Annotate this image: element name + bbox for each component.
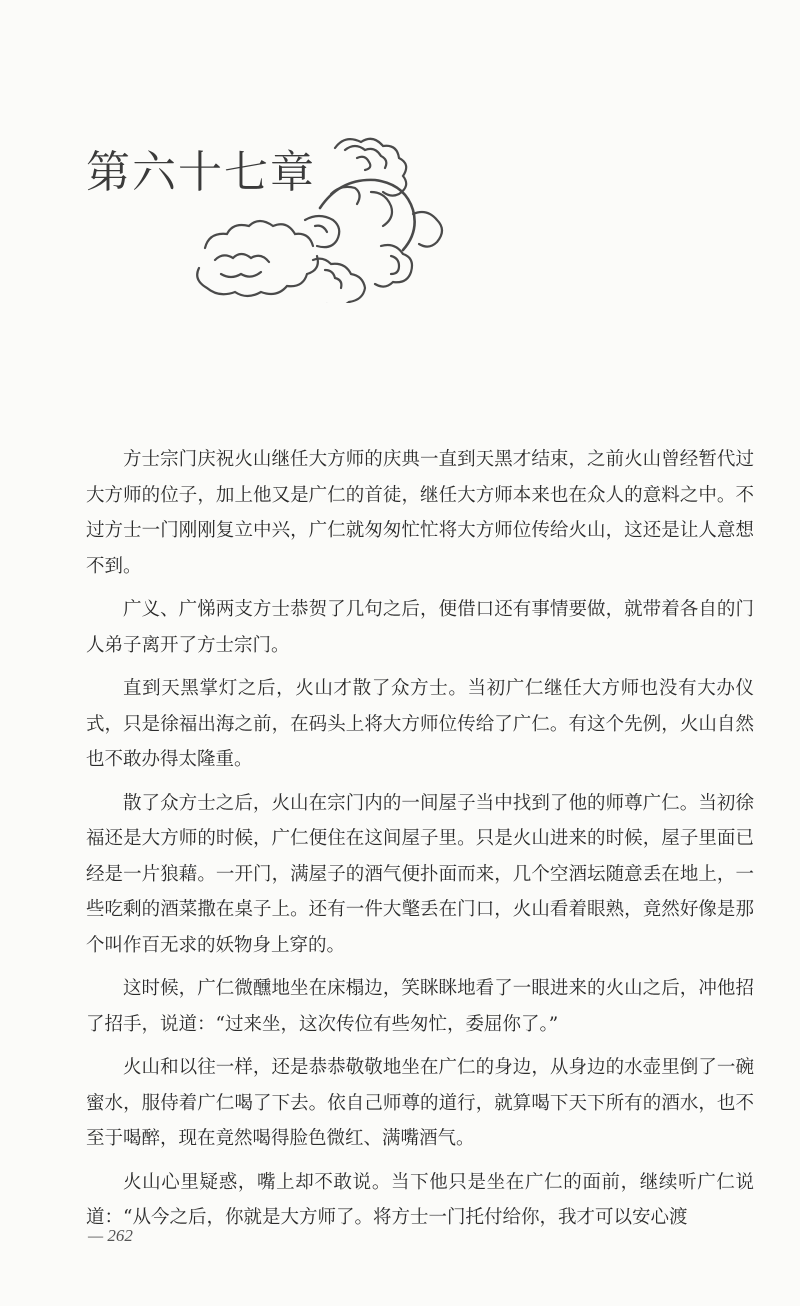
paragraph: 火山和以往一样，还是恭恭敬敬地坐在广仁的身边，从身边的水壶里倒了一碗蜜水，服侍着广仁喝了下去。依自己师尊的道行，就算喝下天下所有的酒水，也不至于喝醉，现在竟然喝得脸色微红、满嘴酒气。 [86,1057,754,1149]
cloud-dragon-ornament-icon [185,128,455,303]
paragraph: 火山心里疑惑，嘴上却不敢说。当下他只是坐在广仁的面前，继续听广仁说道：“从今之后，你就是大方师了。将方士一门托付给你，我才可以安心渡 [86,1171,754,1228]
paragraph: 散了众方士之后，火山在宗门内的一间屋子当中找到了他的师尊广仁。当初徐福还是大方师的时候，广仁便住在这间屋子里。只是火山进来的时候，屋子里面已经是一片狼藉。一开门，满屋子的酒气便扑面而来，几个空酒坛随意丢在地上，一些吃剩的酒菜撒在桌子上。还有一件大氅丢在门口，火山看着眼熟，竟然好像是那个叫作百无求的妖物身上穿的。 [86,792,754,956]
chapter-title: 第六十七章 [86,147,316,198]
page-number: — 262 [88,1226,133,1245]
paragraph: 广义、广悌两支方士恭贺了几句之后，便借口还有事情要做，就带着各自的门人弟子离开了方士宗门。 [86,599,754,656]
paragraph: 直到天黑掌灯之后，火山才散了众方士。当初广仁继任大方师也没有大办仪式，只是徐福出海之前，在码头上将大方师位传给了广仁。有这个先例，火山自然也不敢办得太隆重。 [86,678,754,770]
chapter-body [86,442,754,1244]
paragraph: 这时候，广仁微醺地坐在床榻边，笑眯眯地看了一眼进来的火山之后，冲他招了招手，说道：“过来坐，这次传位有些匆忙，委屈你了。” [86,978,754,1035]
paragraph: 方士宗门庆祝火山继任大方师的庆典一直到天黑才结束，之前火山曾经暂代过大方师的位子，加上他又是广仁的首徒，继任大方师本来也在众人的意料之中。不过方士一门刚刚复立中兴，广仁就匆匆忙忙将大方师位传给火山，这还是让人意想不到。 [86,449,754,577]
